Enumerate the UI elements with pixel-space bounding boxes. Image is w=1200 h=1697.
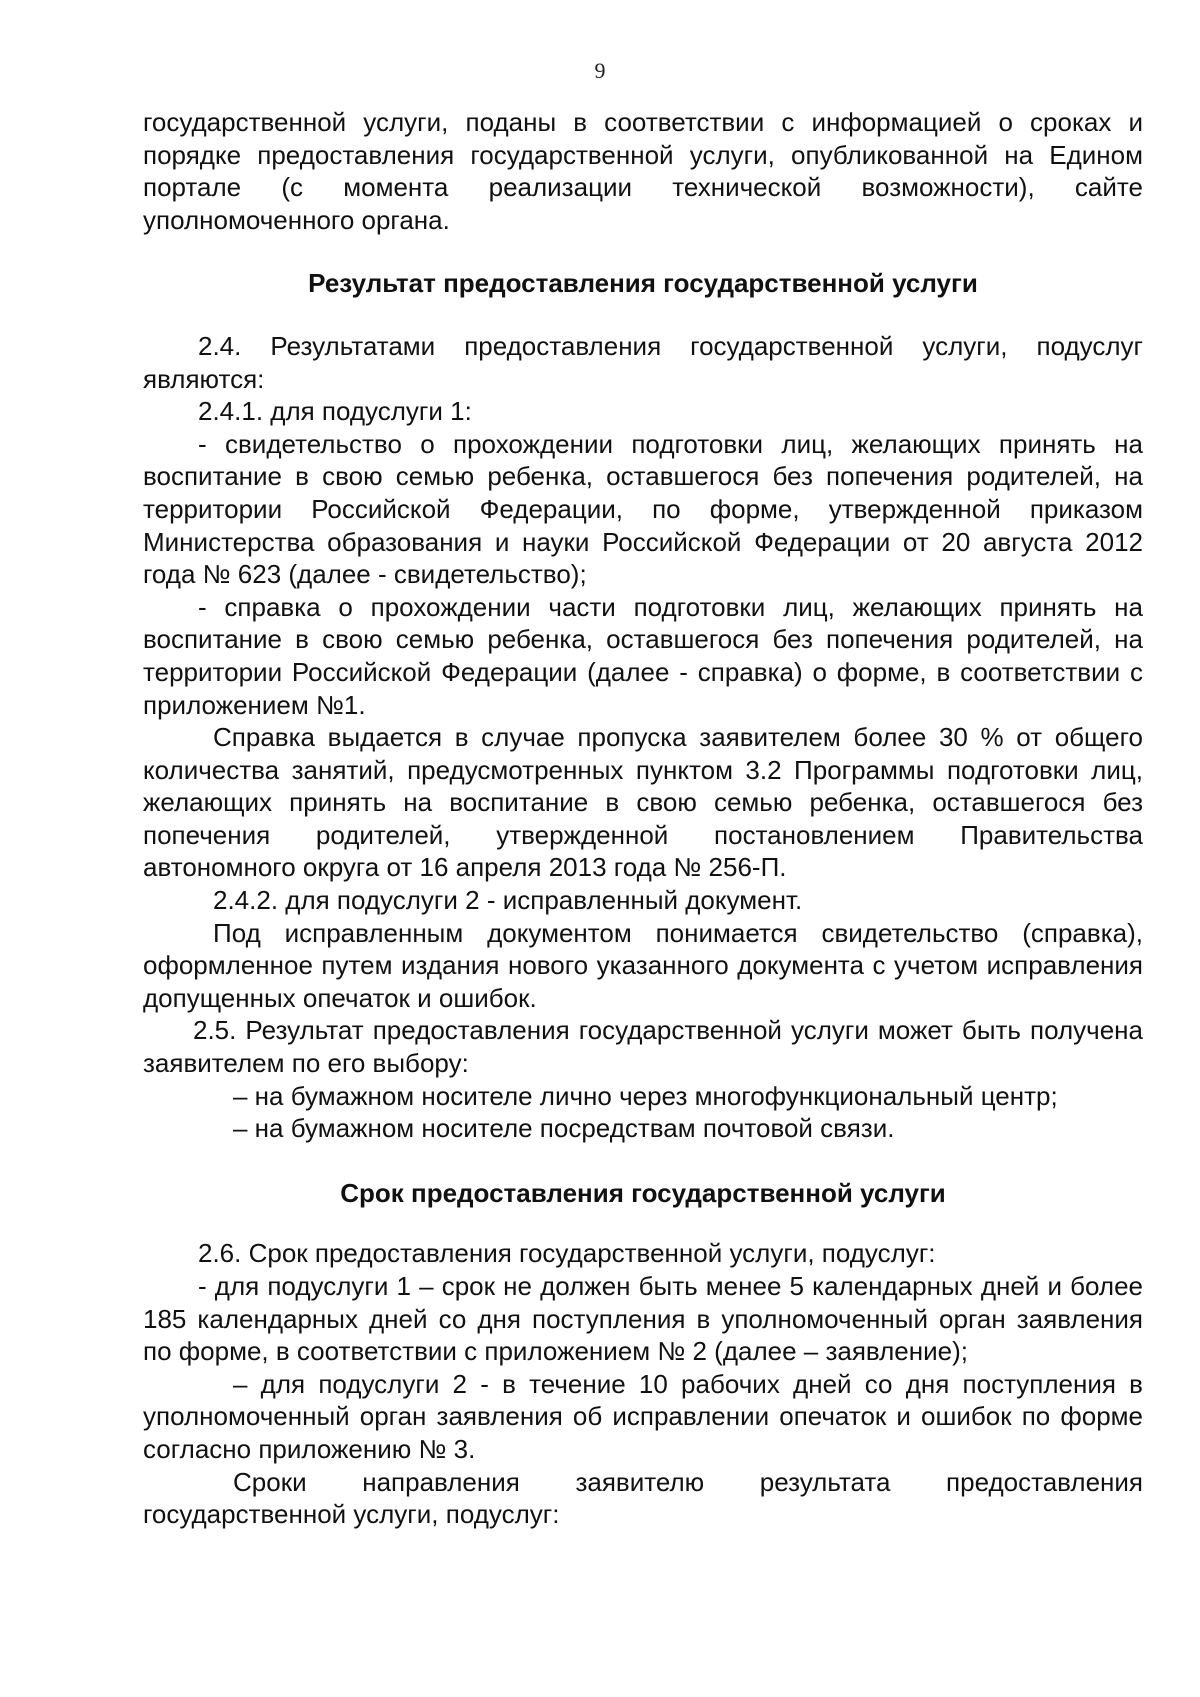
paragraph-2-5: 2.5. Результат предоставления государственной услуги может быть получена заявителем по его выбору: <box>143 1015 1143 1079</box>
list-item-mfc: – на бумажном носителе лично через многофункциональный центр; <box>233 1080 1058 1111</box>
paragraph-subservice-1-term: - для подуслуги 1 – срок не должен быть менее 5 календарных дней и более 185 календарных дней со дня поступления в уполномоченный орган заявления по форме, в соответствии с приложением № 2 (далее – заявление); <box>143 1271 1143 1367</box>
document-body <box>143 106 1143 1531</box>
page-number: 9 <box>594 58 606 83</box>
paragraph-2-4-2: 2.4.2. для подуслуги 2 - исправленный документ. <box>213 885 803 916</box>
section-heading-term: Срок предоставления государственной услуги <box>340 1177 946 1208</box>
list-item-post: – на бумажном носителе посредствам почтовой связи. <box>233 1113 895 1144</box>
paragraph-2-6: 2.6. Срок предоставления государственной услуги, подуслуг: <box>198 1238 936 1269</box>
paragraph-2-4-1: 2.4.1. для подуслуги 1: <box>198 396 472 427</box>
paragraph-continuation: государственной услуги, поданы в соответствии с информацией о сроках и порядке предоставления государственной услуги, опубликованной на Едином портале (с момента реализации технической возможности), сайте уполномоченного органа. <box>143 107 1143 235</box>
section-heading-result: Результат предоставления государственной услуги <box>308 268 978 299</box>
paragraph-2-4: 2.4. Результатами предоставления государственной услуги, подуслуг являются: <box>143 330 1143 394</box>
paragraph-corrected-document: Под исправленным документом понимается свидетельство (справка), оформленное путем издания нового указанного документа с учетом исправления допущенных опечаток и ошибок. <box>143 917 1143 1013</box>
paragraph-certificate: - свидетельство о прохождении подготовки лиц, желающих принять на воспитание в свою семью ребенка, оставшегося без попечения родителей, на территории Российской Федерации, по форме, утвержденной приказом Министерства образования и науки Российской Федерации от 20 августа 2012 года № 623 (далее - свидетельство); <box>143 428 1143 590</box>
paragraph-reference: - справка о прохождении части подготовки лиц, желающих принять на воспитание в свою семью ребенка, оставшегося без попечения родителей, на территории Российской Федерации (далее - справка) о форме, в соответствии с приложением №1. <box>143 591 1143 720</box>
paragraph-reference-issued: Справка выдается в случае пропуска заявителем более 30 % от общего количества занятий, предусмотренных пунктом 3.2 Программы подготовки лиц, желающих принять на воспитание в свою семью ребенка, оставшегося без попечения родителей, утвержденной постановлением Правительства автономного округа от 16 апреля 2013 года № 256-П. <box>143 722 1143 883</box>
paragraph-delivery-terms: Сроки направления заявителю результата предоставления государственной услуги, подуслуг: <box>143 1466 1143 1530</box>
paragraph-subservice-2-term: – для подуслуги 2 - в течение 10 рабочих дней со дня поступления в уполномоченный орган заявления об исправлении опечаток и ошибок по форме согласно приложению № 3. <box>143 1368 1143 1464</box>
